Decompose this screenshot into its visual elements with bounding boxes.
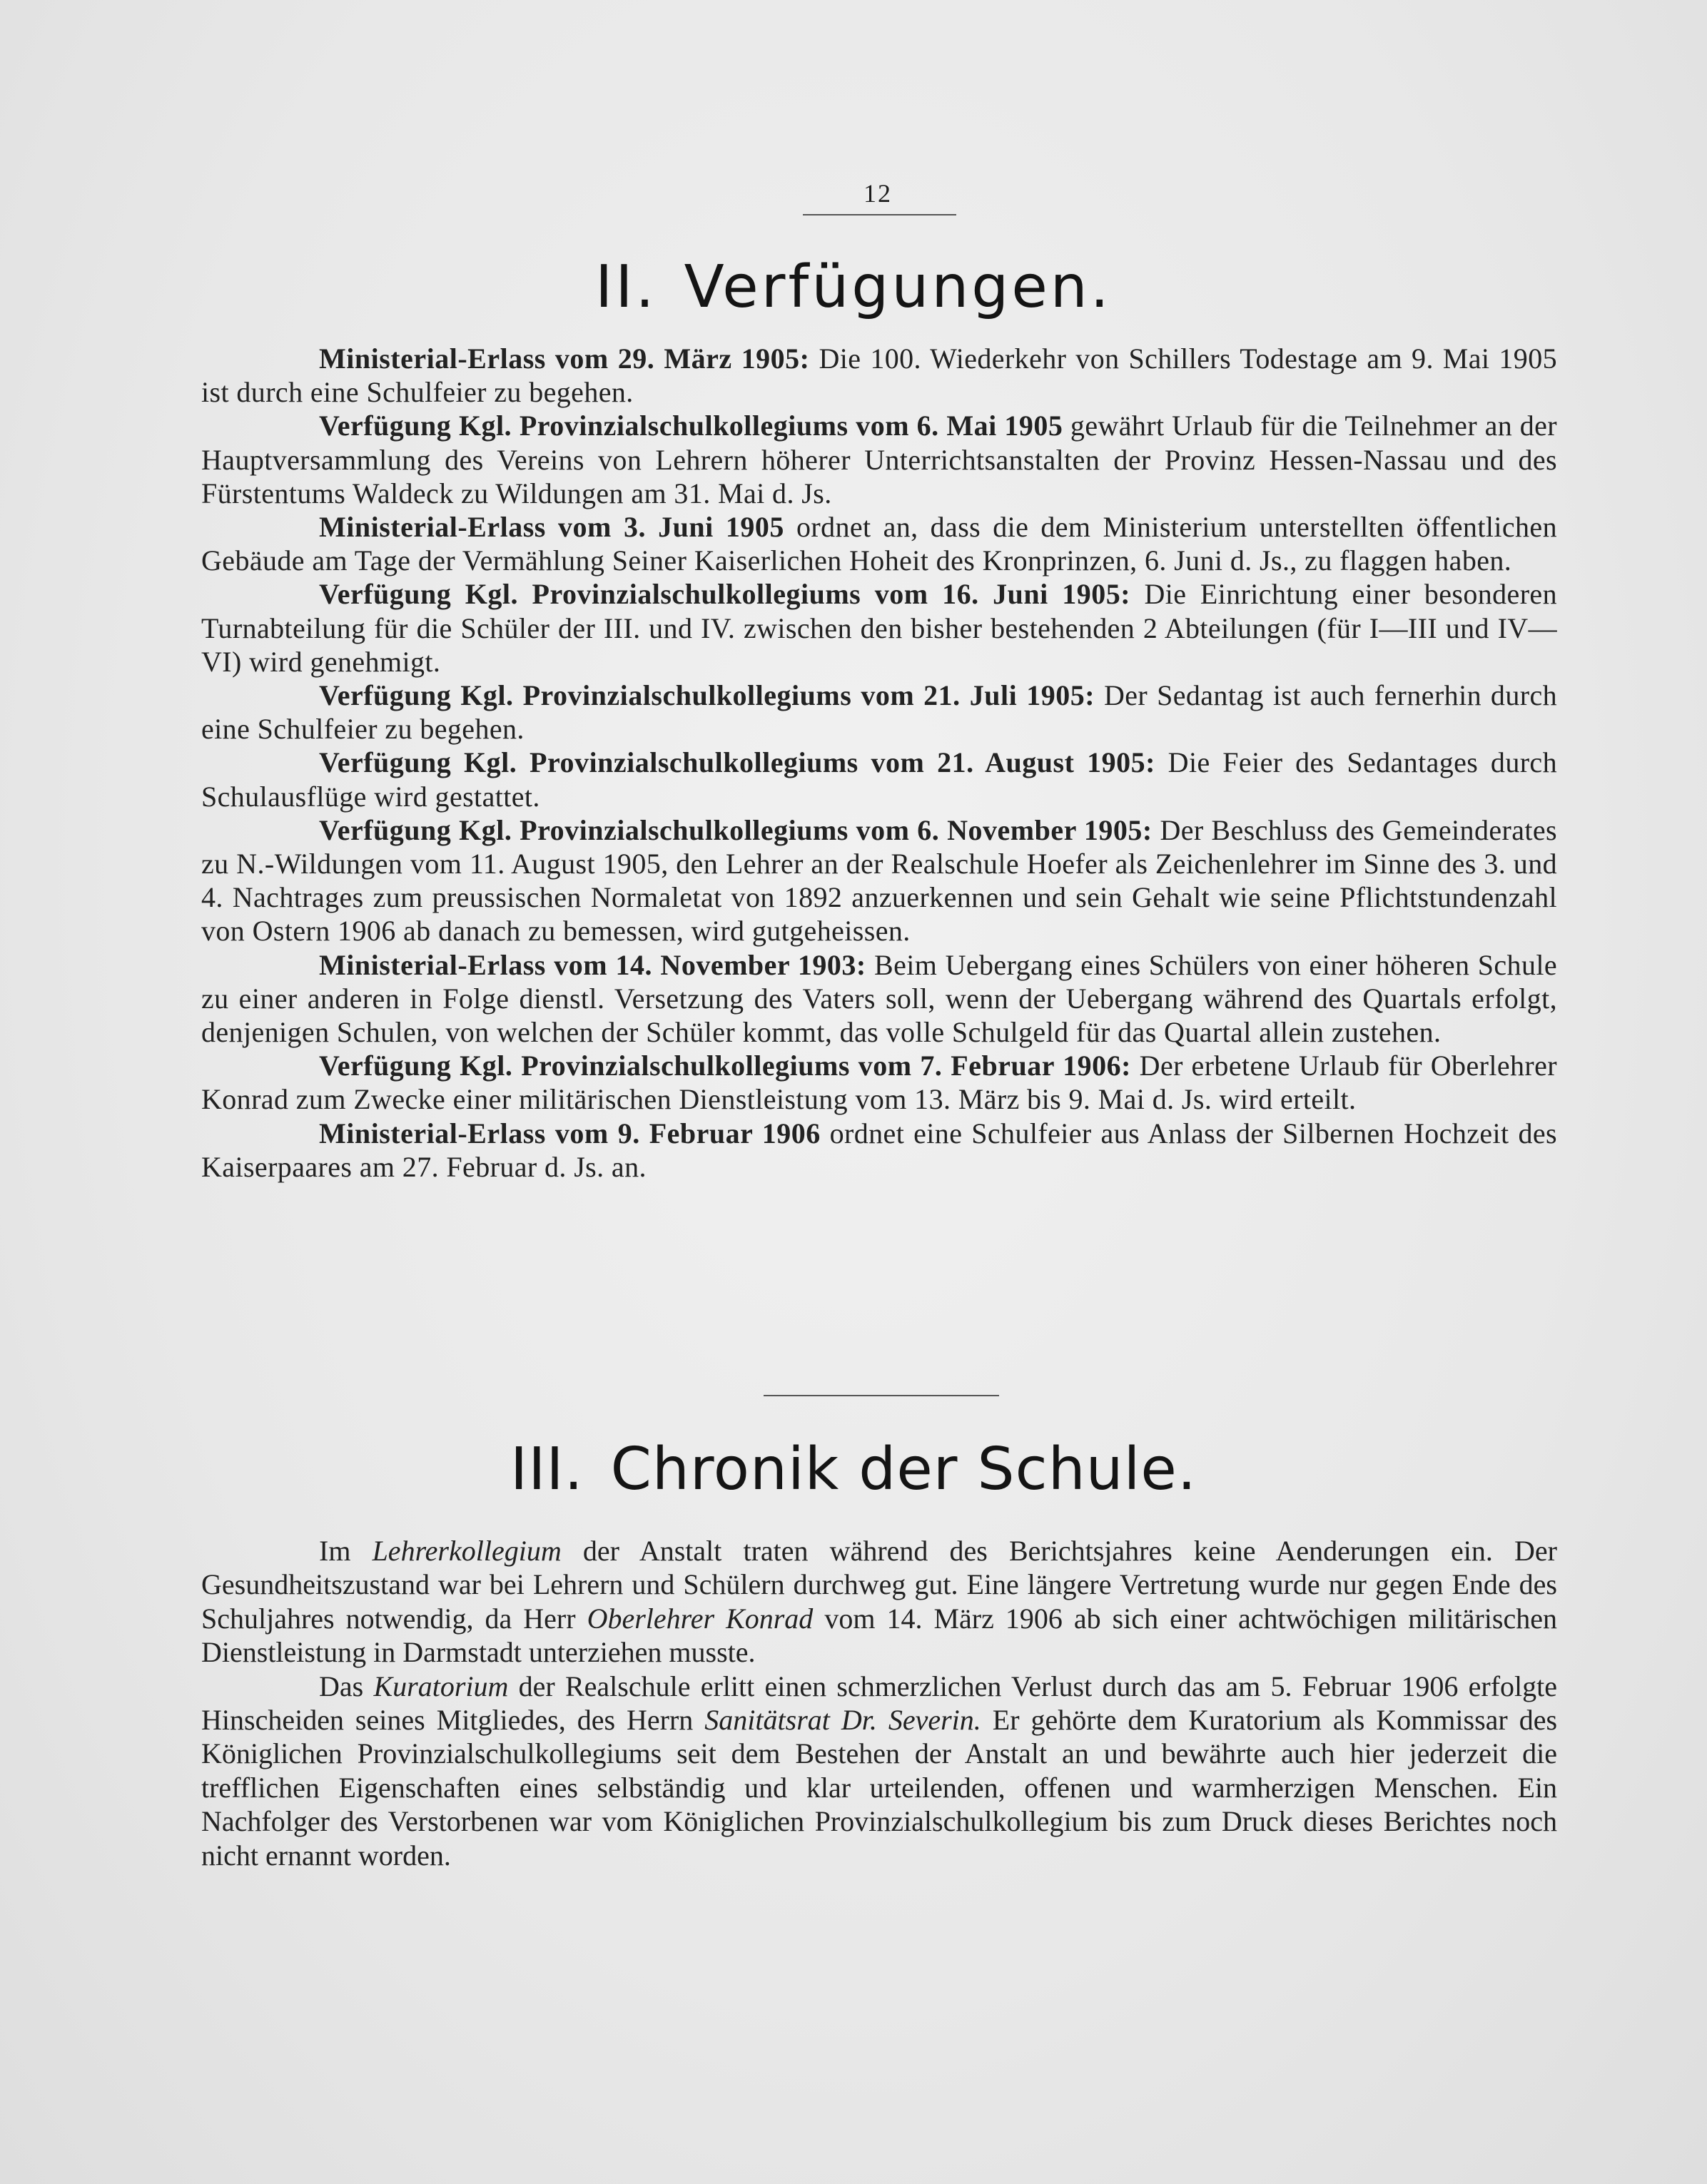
decree-lead: Verfügung Kgl. Provinzialschulkollegiums vom 6. November 1905: [319,813,1153,846]
decree-entry [201,1117,1557,1184]
italic-term: Kuratorium [373,1670,509,1702]
decree-entry [201,813,1557,948]
text-run: Er gehörte dem Kuratorium als Kommissar des Königlichen Provinzialschulkollegiums seit dem Bestehen der Anstalt an und bewährte auch hier jederzeit die trefflichen Eigenschaften eines selbständig und klar urteilenden, offenen und warmherzigen Menschen. Ein Nachfolger des Verstorbenen war vom Königlichen Provinzialschulkollegium bis zum Druck dieses Berichtes noch nicht ernannt worden. [201,1704,1558,1871]
section-title: Verfügungen. [684,253,1112,321]
decree-text: Der erbetene Urlaub für Oberlehrer Konrad zum Zwecke einer militärischen Dienstleistung vom 13. März bis 9. Mai d. Js. wird erteilt. [201,1050,1557,1116]
top-divider [803,214,956,215]
text-run: der Realschule erlitt einen schmerzlichen Verlust durch das am 5. Februar 1906 erfolgte Hinscheiden seines Mitgliedes, des Herrn [201,1670,1557,1737]
text-run: der Anstalt traten während des Berichtsjahres keine Aenderungen ein. Der Gesundheitszustand war bei Lehrern und Schülern durchweg gut. Eine längere Vertretung wurde nur gegen Ende des Schuljahres notwendig, da Herr [201,1535,1557,1635]
text-run: Im [319,1535,373,1567]
text-run: vom 14. März 1906 ab sich einer achtwöchigen militärischen Dienstleistung in Darmstadt unterziehen musste. [201,1602,1557,1669]
decree-entry [201,948,1557,1050]
italic-term: Oberlehrer Konrad [587,1602,814,1635]
decree-lead: Verfügung Kgl. Provinzialschulkollegiums vom 6. Mai 1905 [319,410,1063,442]
decree-lead: Ministerial-Erlass vom 3. Juni 1905 [319,511,784,544]
chronicle-paragraph [201,1534,1557,1670]
section-heading-verfuegungen [0,253,1707,321]
decree-text: Die Einrichtung einer besonderen Turnabteilung für die Schüler der III. und IV. zwischen den bisher bestehenden 2 Abteilungen (für I—III und IV—VI) wird genehmigt. [201,578,1557,678]
decree-lead: Verfügung Kgl. Provinzialschulkollegiums vom 21. August 1905: [319,746,1155,779]
decree-text: ordnet eine Schulfeier aus Anlass der Silbernen Hochzeit des Kaiserpaares am 27. Februar d. Js. an. [201,1117,1557,1183]
text-run: Das [319,1670,374,1702]
decree-text: Der Sedantag ist auch fernerhin durch eine Schulfeier zu begehen. [201,679,1557,746]
decree-entry [201,409,1557,510]
decree-lead: Verfügung Kgl. Provinzialschulkollegiums vom 21. Juli 1905: [319,679,1095,712]
decree-entry [201,342,1557,409]
italic-term: Sanitätsrat Dr. Severin. [704,1704,981,1737]
decree-lead: Ministerial-Erlass vom 29. März 1905: [319,342,810,375]
section-title: Chronik der Schule. [610,1436,1197,1503]
decree-text: ordnet an, dass die dem Ministerium unterstellten öffentlichen Gebäude am Tage der Vermählung Seiner Kaiserlichen Hoheit des Kronprinzen, 6. Juni d. Js., zu flaggen haben. [201,511,1557,577]
decree-entry [201,510,1557,577]
section-number: II. [595,253,657,321]
page-number: 12 [863,179,892,208]
decree-lead: Ministerial-Erlass vom 9. Februar 1906 [319,1117,821,1149]
decree-text: gewährt Urlaub für die Teilnehmer an der Hauptversammlung des Vereins von Lehrern höherer Unterrichtsanstalten der Provinz Hessen-Nassau und des Fürstentums Waldeck zu Wildungen am 31. Mai d. Js. [201,410,1557,509]
decree-text: Beim Uebergang eines Schülers von einer höheren Schule zu einer anderen in Folge dienstl. Versetzung des Vaters soll, wenn der Uebergang während des Quartals erfolgt, denjenigen Schulen, von welchen der Schüler kommt, das volle Schulgeld für das Quartal allein zustehen. [201,948,1558,1049]
decree-entry [201,577,1557,679]
chronicle-text [201,1534,1557,1872]
chronicle-paragraph [201,1670,1557,1872]
decree-lead: Verfügung Kgl. Provinzialschulkollegiums vom 7. Februar 1906: [319,1050,1131,1082]
decree-entry [201,679,1557,746]
decree-list [201,342,1557,1184]
section-number: III. [510,1436,584,1503]
decree-text: Die 100. Wiederkehr von Schillers Todestage am 9. Mai 1905 ist durch eine Schulfeier zu begehen. [201,342,1557,409]
decree-entry [201,1049,1557,1116]
decree-text: Der Beschluss des Gemeinderates zu N.-Wildungen vom 11. August 1905, den Lehrer an der Realschule Hoefer als Zeichenlehrer im Sinne des 3. und 4. Nachtrages zum preussischen Normaletat von 1892 anzuerkennen und sein Gehalt wie seine Pflichtstundenzahl von Ostern 1906 ab danach zu bemessen, wird gutgeheissen. [201,813,1558,948]
section-heading-chronik [0,1436,1707,1503]
decree-lead: Ministerial-Erlass vom 14. November 1903: [319,948,866,981]
decree-text: Die Feier des Sedantages durch Schulausflüge wird gestattet. [201,746,1557,813]
section-divider [764,1395,999,1396]
decree-entry [201,746,1557,813]
decree-lead: Verfügung Kgl. Provinzialschulkollegiums vom 16. Juni 1905: [319,578,1131,611]
italic-term: Lehrerkollegium [372,1535,562,1567]
